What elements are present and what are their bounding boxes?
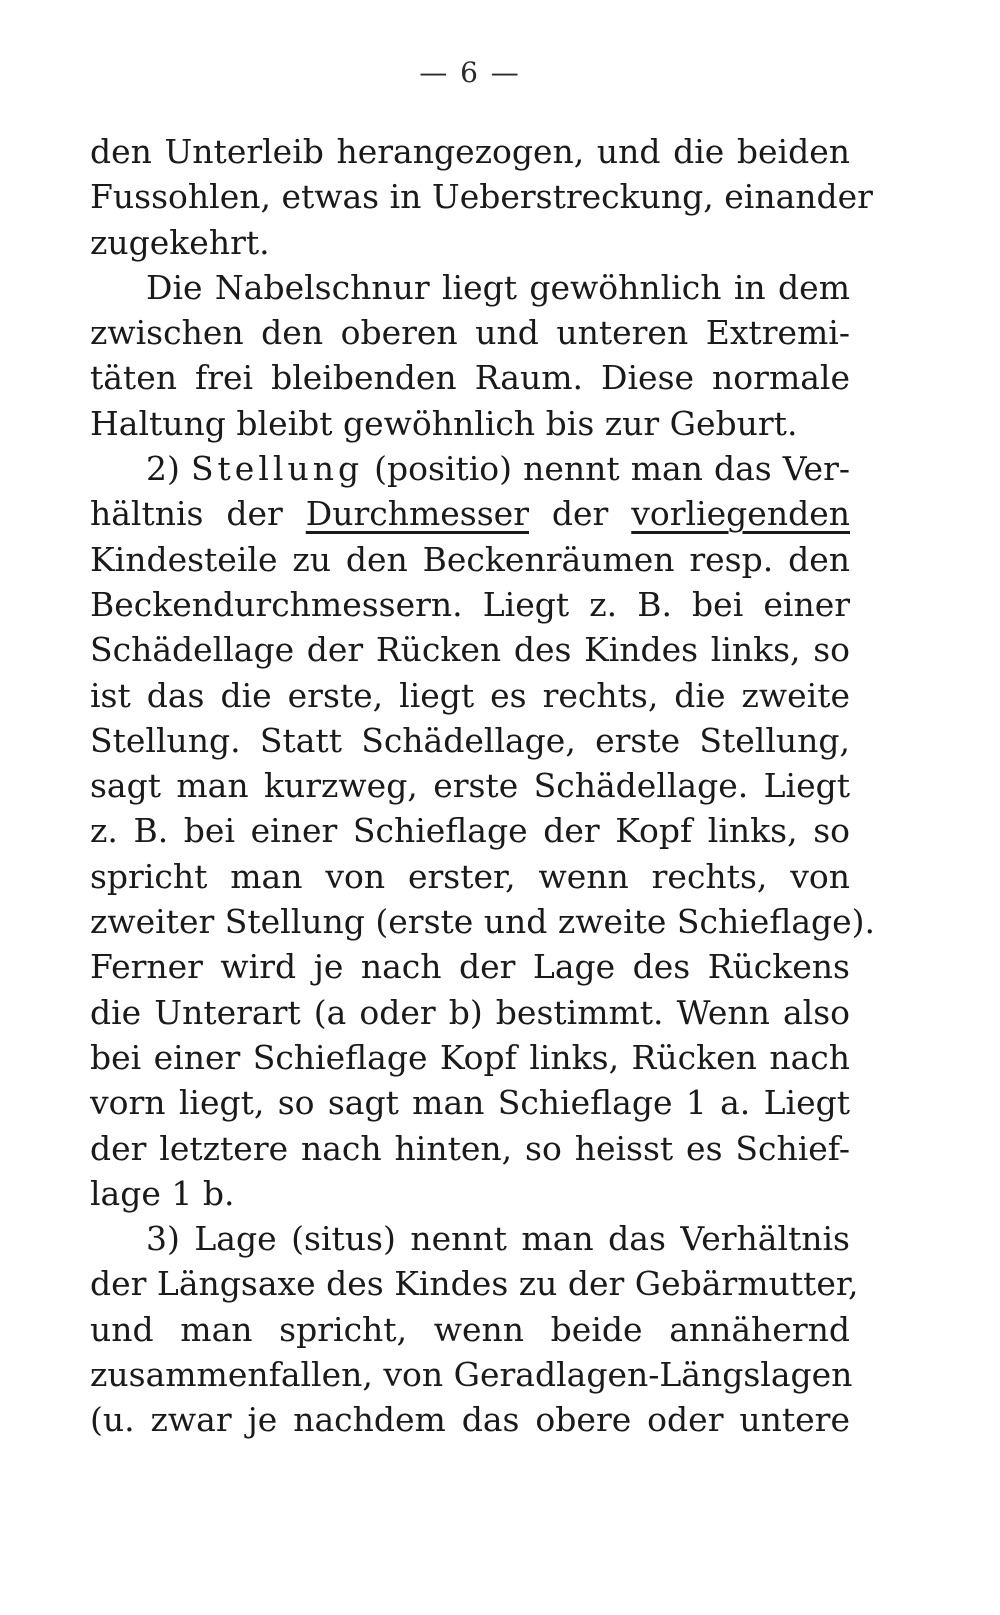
text-line: lage 1 b.	[90, 1173, 235, 1213]
page-text	[90, 129, 876, 1443]
underlined-term: Durchmesser	[305, 494, 529, 534]
book-page	[90, 56, 876, 1443]
section-2-number: 2)	[146, 449, 180, 489]
text-line: Schädellage der Rücken des Kindes links, so	[90, 630, 850, 670]
text-line: Fussohlen, etwas in Ueberstreckung, einander	[90, 177, 873, 217]
text-line: der Längsaxe des Kindes zu der Gebärmutter,	[90, 1264, 859, 1304]
page-number: — 6 —	[419, 56, 521, 89]
text-line: zugekehrt.	[90, 222, 270, 262]
text-line: täten frei bleibenden Raum. Diese normale	[90, 358, 850, 398]
text-line: zusammenfallen, von Geradlagen-Längslagen	[90, 1355, 853, 1395]
section-3-heading-line: 3) Lage (situs) nennt man das Verhältnis	[146, 1219, 850, 1259]
text-line: z. B. bei einer Schieflage der Kopf links, so	[90, 811, 850, 851]
text-line: die Unterart (a oder b) bestimmt. Wenn also	[90, 992, 850, 1032]
text-line: sagt man kurzweg, erste Schädellage. Liegt	[90, 766, 850, 806]
section-2-line1-rest: (positio) nennt man das Ver-	[374, 449, 851, 489]
text-line: vorn liegt, so sagt man Schieflage 1 a. Liegt	[90, 1083, 850, 1123]
section-2-term: Stellung	[190, 449, 364, 489]
text-line: Haltung bleibt gewöhnlich bis zur Geburt.	[90, 403, 798, 443]
text-line: den Unterleib herangezogen, und die beiden	[90, 132, 850, 171]
underlined-term: vorliegenden	[631, 494, 850, 534]
section-2-line2	[90, 491, 850, 536]
text-line: Ferner wird je nach der Lage des Rückens	[90, 947, 850, 987]
text-line: zweiter Stellung (erste und zweite Schieflage).	[90, 902, 876, 942]
text-line: Die Nabelschnur liegt gewöhnlich in dem	[146, 267, 850, 307]
text-line: der letztere nach hinten, so heisst es Schief-	[90, 1128, 850, 1168]
text-line: zwischen den oberen und unteren Extremi-	[90, 313, 850, 353]
text-line: Stellung. Statt Schädellage, erste Stellung,	[90, 720, 850, 760]
text-line: und man spricht, wenn beide annähernd	[90, 1309, 850, 1349]
text-fragment: der	[551, 494, 609, 534]
text-line: Beckendurchmessern. Liegt z. B. bei einer	[90, 584, 850, 624]
text-line: ist das die erste, liegt es rechts, die zweite	[90, 675, 850, 715]
text-line: spricht man von erster, wenn rechts, von	[90, 856, 850, 896]
text-line: bei einer Schieflage Kopf links, Rücken nach	[90, 1037, 850, 1077]
text-line: Kindesteile zu den Beckenräumen resp. den	[90, 539, 850, 579]
section-2-heading-line	[90, 446, 850, 491]
text-line: (u. zwar je nachdem das obere oder untere	[90, 1400, 850, 1440]
text-fragment: hältnis der	[90, 494, 283, 534]
